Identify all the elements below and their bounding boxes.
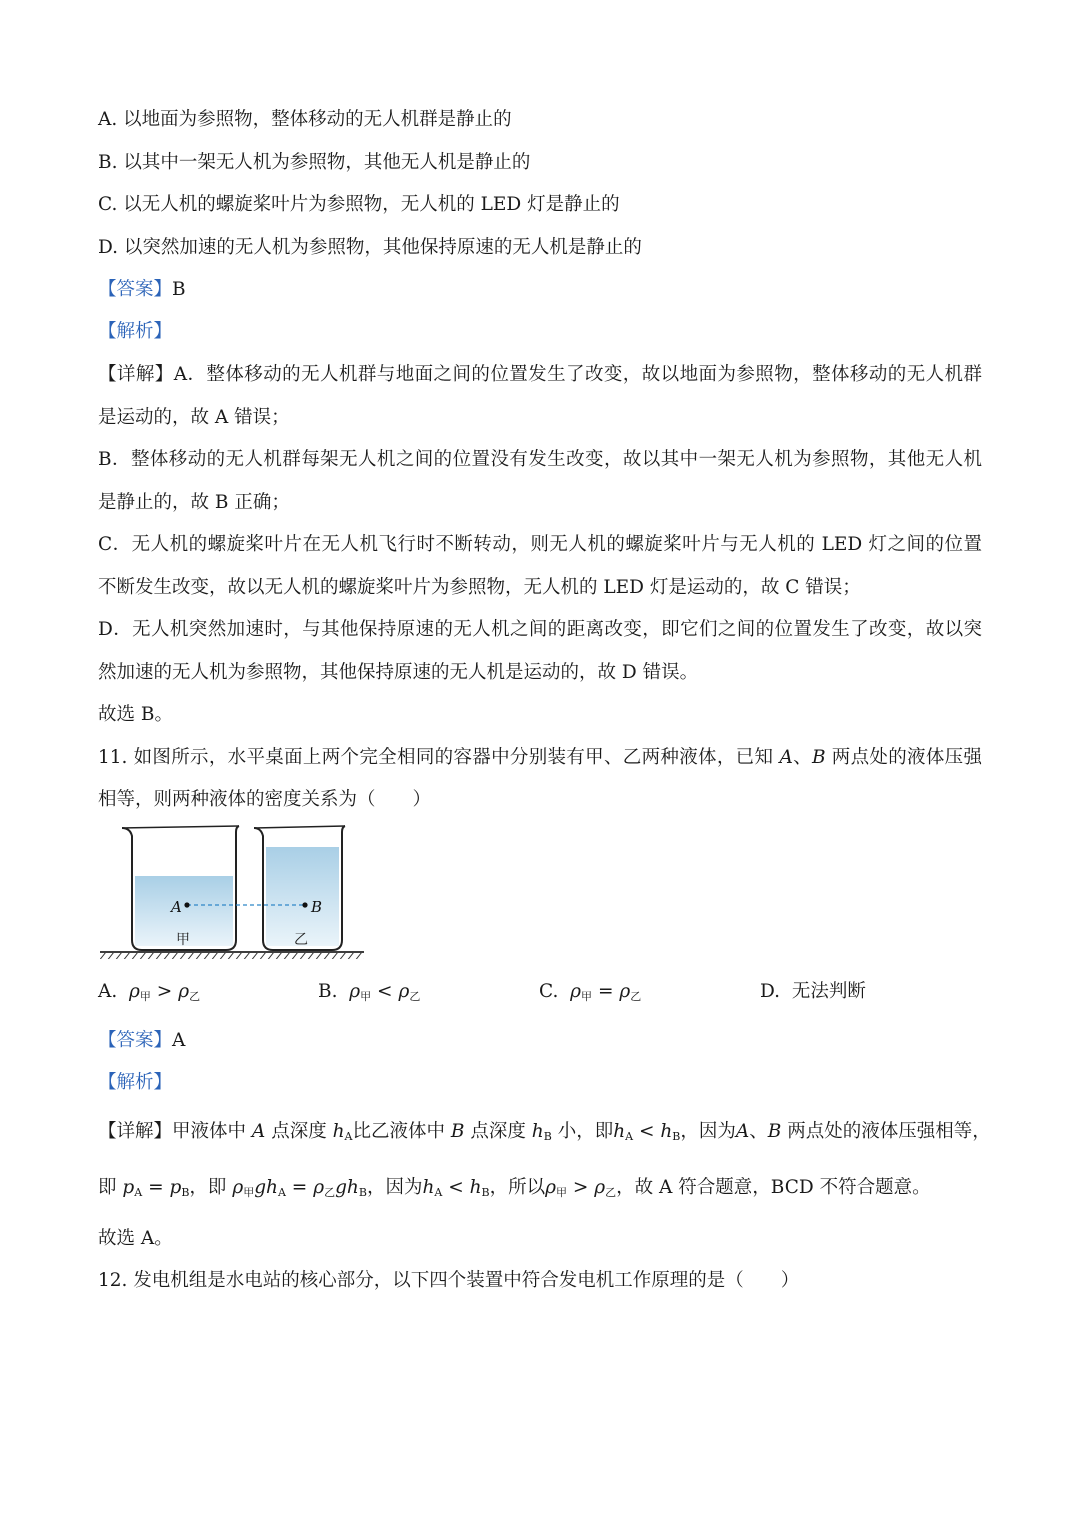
q10-detail-line-5: C．无人机的螺旋桨叶片在无人机飞行时不断转动，则无人机的螺旋桨叶片与无人机的 LED 灯之间的位置 xyxy=(98,534,982,555)
q11-stem-line-1: 11. 如图所示，水平桌面上两个完全相同的容器中分别装有甲、乙两种液体，已知 A、B 两点处的液体压强 xyxy=(98,747,982,768)
q11-option-c: C. $\rho_甲 = \rho_乙$ xyxy=(539,981,642,1003)
point-a-ref: A xyxy=(779,747,793,768)
label-a: A xyxy=(171,898,182,916)
point-b xyxy=(302,902,307,907)
point-b-ref: B xyxy=(812,747,826,768)
q11-conclusion: 故选 A。 xyxy=(98,1228,173,1249)
q11-option-d: D. 无法判断 xyxy=(760,981,866,1002)
q10-detail-line-2: 是运动的，故 A 错误； xyxy=(98,407,290,428)
detail-label: 【详解】 xyxy=(98,364,174,385)
q10-option-a: A. 以地面为参照物，整体移动的无人机群是静止的 xyxy=(98,109,512,130)
answer-value: B xyxy=(172,279,186,300)
q10-conclusion: 故选 B。 xyxy=(98,704,173,725)
q10-answer xyxy=(98,278,186,302)
q11-detail-line-2: 即 $p_A = p_B$，即 $\rho_甲gh_A = \rho_乙gh_B$，因为$h_A < h_B$，所以$\rho_甲 > \rho_乙$，故 A 符合题意，BCD 不符合题意。 xyxy=(98,1177,931,1199)
q10-detail-line-3: B．整体移动的无人机群每架无人机之间的位置没有发生改变，故以其中一架无人机为参照物，其他无人机 xyxy=(98,449,982,470)
q11-option-b: B. $\rho_甲 < \rho_乙$ xyxy=(318,981,421,1003)
q11-figure xyxy=(98,822,368,962)
label-yi: 乙 xyxy=(294,932,308,948)
q10-detail-line-4: 是静止的，故 B 正确； xyxy=(98,492,290,513)
q10-detail-line-8: 然加速的无人机为参照物，其他保持原速的无人机是运动的，故 D 错误。 xyxy=(98,662,699,683)
label-jia: 甲 xyxy=(176,932,190,948)
q11-option-a: A. $\rho_甲 > \rho_乙$ xyxy=(98,981,201,1003)
q10-detail-line-7: D．无人机突然加速时，与其他保持原速的无人机之间的距离改变，即它们之间的位置发生了改变，故以突 xyxy=(98,619,982,640)
q11-stem-line-2: 相等，则两种液体的密度关系为（ ） xyxy=(98,789,432,810)
answer-label: 【答案】 xyxy=(98,279,173,300)
q11-analysis-label: 【解析】 xyxy=(98,1072,173,1093)
q10-analysis-label: 【解析】 xyxy=(98,321,173,342)
q10-option-c: C. 以无人机的螺旋桨叶片为参照物，无人机的 LED 灯是静止的 xyxy=(98,194,620,215)
q11-answer: 【答案】A xyxy=(98,1030,186,1051)
q11-detail-line-1: 【详解】甲液体中 A 点深度 $h_A$比乙液体中 B 点深度 $h_B$ 小，即$h_A < h_B$，因为A、B 两点处的液体压强相等， xyxy=(98,1121,991,1143)
q12-stem: 12. 发电机组是水电站的核心部分，以下四个装置中符合发电机工作原理的是（ ） xyxy=(98,1270,800,1291)
q10-option-b: B. 以其中一架无人机为参照物，其他无人机是静止的 xyxy=(98,152,531,173)
label-b: B xyxy=(311,898,323,916)
q10-detail-line-1: 【详解】A．整体移动的无人机群与地面之间的位置发生了改变，故以地面为参照物，整体移动的无人机群 xyxy=(98,364,982,385)
q10-option-d: D. 以突然加速的无人机为参照物，其他保持原速的无人机是静止的 xyxy=(98,237,642,258)
q10-detail-line-6: 不断发生改变，故以无人机的螺旋桨叶片为参照物，无人机的 LED 灯是运动的，故 C 错误； xyxy=(98,577,861,598)
point-a xyxy=(184,902,189,907)
